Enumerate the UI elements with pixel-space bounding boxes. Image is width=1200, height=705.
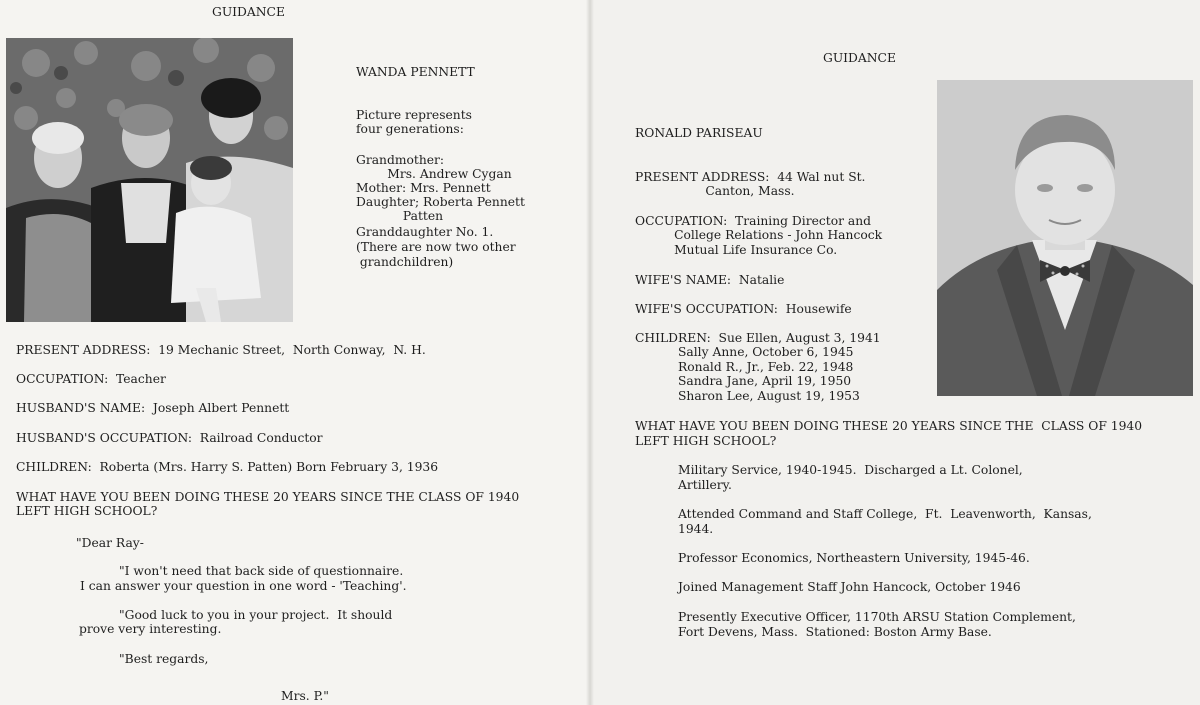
children-right: Sally Anne, October 6, 1945 (635, 345, 854, 359)
husbands-name: HUSBAND'S NAME: Joseph Albert Pennett (16, 401, 290, 415)
children-right: Sandra Jane, April 19, 1950 (635, 374, 852, 388)
activity-line: Attended Command and Staff College, Ft. Leavenworth, Kansas, (678, 507, 1092, 521)
activity-line: Fort Devens, Mass. Stationed: Boston Army Base. (678, 625, 992, 639)
caption-line: four generations: (356, 122, 464, 136)
activity-line: Joined Management Staff John Hancock, October 1946 (678, 580, 1021, 594)
question-right: LEFT HIGH SCHOOL? (635, 434, 777, 448)
generation-line: Grandmother: (356, 153, 445, 167)
question-right: WHAT HAVE YOU BEEN DOING THESE 20 YEARS SINCE THE CLASS OF 1940 (635, 419, 1143, 433)
letter-salutation: "Dear Ray- (76, 536, 144, 550)
generation-line: Patten (356, 209, 444, 223)
children-right: CHILDREN: Sue Ellen, August 3, 1941 (635, 331, 881, 345)
generation-line: (There are now two other (356, 240, 516, 254)
wifes-occupation: WIFE'S OCCUPATION: Housewife (635, 302, 852, 316)
husbands-occupation: HUSBAND'S OCCUPATION: Railroad Conductor (16, 431, 323, 445)
activity-line: Military Service, 1940-1945. Discharged a Lt. Colonel, (678, 463, 1023, 477)
subject-name-right: RONALD PARISEAU (635, 126, 763, 140)
wifes-name: WIFE'S NAME: Natalie (635, 273, 785, 287)
children-right: Sharon Lee, August 19, 1953 (635, 389, 860, 403)
activity-line: Professor Economics, Northeastern University, 1945-46. (678, 551, 1030, 565)
activity-line: 1944. (678, 522, 714, 536)
caption-line: Picture represents (356, 108, 472, 122)
letter-closing: "Best regards, (119, 652, 209, 666)
children-right: Ronald R., Jr., Feb. 22, 1948 (635, 360, 854, 374)
question-left: WHAT HAVE YOU BEEN DOING THESE 20 YEARS SINCE THE CLASS OF 1940 (16, 490, 520, 504)
occupation-left: OCCUPATION: Teacher (16, 372, 166, 386)
letter-line: "Good luck to you in your project. It should (119, 608, 393, 622)
activity-line: Presently Executive Officer, 1170th ARSU Station Complement, (678, 610, 1076, 624)
letter-signature: Mrs. P." (281, 689, 329, 703)
present-address-right: PRESENT ADDRESS: 44 Wal nut St. (635, 170, 866, 184)
present-address-left: PRESENT ADDRESS: 19 Mechanic Street, North Conway, N. H. (16, 343, 426, 357)
occupation-right: Mutual Life Insurance Co. (635, 243, 838, 257)
children-left: CHILDREN: Roberta (Mrs. Harry S. Patten) Born February 3, 1936 (16, 460, 439, 474)
generation-line: Daughter; Roberta Pennett (356, 195, 525, 209)
question-left: LEFT HIGH SCHOOL? (16, 504, 158, 518)
right-header: GUIDANCE (823, 51, 896, 65)
portrait-photo (937, 80, 1193, 396)
page-gutter (586, 0, 594, 705)
occupation-right: College Relations - John Hancock (635, 228, 883, 242)
generation-line: Granddaughter No. 1. (356, 225, 494, 239)
generation-line: grandchildren) (356, 255, 454, 269)
family-photo (6, 38, 293, 322)
occupation-right: OCCUPATION: Training Director and (635, 214, 872, 228)
present-address-right: Canton, Mass. (635, 184, 795, 198)
letter-line: I can answer your question in one word - 'Teaching'. (80, 579, 407, 593)
generation-line: Mother: Mrs. Pennett (356, 181, 491, 195)
letter-line: "I won't need that back side of questionnaire. (119, 564, 404, 578)
letter-line: prove very interesting. (79, 622, 222, 636)
generation-line: Mrs. Andrew Cygan (356, 167, 512, 181)
activity-line: Artillery. (678, 478, 732, 492)
subject-name-left: WANDA PENNETT (356, 65, 475, 79)
left-header: GUIDANCE (212, 5, 285, 19)
